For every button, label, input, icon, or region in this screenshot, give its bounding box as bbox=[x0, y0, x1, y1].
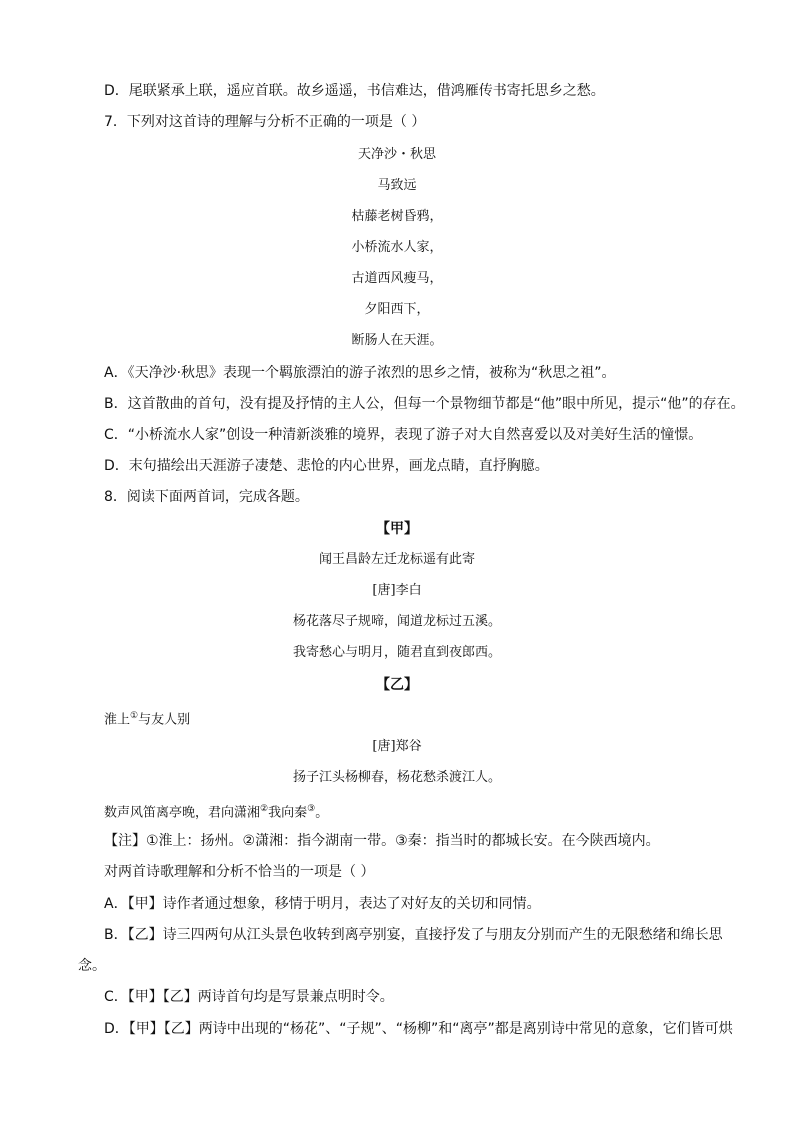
poem-line: 夕阳西下， bbox=[364, 302, 430, 317]
q8-option-b: B．【乙】诗三四两句从江头景色收转到离亭别宴，直接抒发了与朋友分别而产生的无限愁绪和绵长思 bbox=[104, 927, 723, 943]
q7-option-d: D．末句描绘出天涯游子凄楚、悲怆的内心世界，画龙点睛，直抒胸臆。 bbox=[104, 458, 549, 474]
q7-option-b: B．这首散曲的首句，没有提及抒情的主人公，但每一个景物细节都是“他”眼中所见，提示“他”的存在。 bbox=[104, 396, 745, 412]
poem-line: 古道西风瘦马， bbox=[351, 271, 443, 286]
q8-option-d: D．【甲】【乙】两诗中出现的“杨花”、“子规”、“杨柳”和“离亭”都是离别诗中常见的意象，它们皆可烘 bbox=[104, 1021, 733, 1037]
q8-stem: 8．阅读下面两首词，完成各题。 bbox=[104, 489, 309, 505]
footnote-marker: ① bbox=[130, 711, 139, 721]
q7-stem: 7．下列对这首诗的理解与分析不正确的一项是（ ） bbox=[104, 114, 426, 130]
jia-author: [唐]李白 bbox=[372, 583, 422, 598]
yi-heading: 【乙】 bbox=[376, 677, 418, 693]
q7-option-a: A．《天净沙·秋思》表现一个羁旅漂泊的游子浓烈的思乡之情，被称为“秋思之祖”。 bbox=[104, 365, 616, 381]
q7-option-c: C．“小桥流水人家”创设一种清新淡雅的境界，表现了游子对大自然喜爱以及对美好生活的憧憬。 bbox=[104, 427, 703, 443]
q8-option-a: A．【甲】诗作者通过想象，移情于明月，表达了对好友的关切和同情。 bbox=[104, 896, 541, 912]
notes: 【注】①淮上：扬州。②潇湘：指今湖南一带。③秦：指当时的都城长安。在今陕西境内。 bbox=[104, 833, 660, 849]
jia-line: 我寄愁心与明月，随君直到夜郎西。 bbox=[292, 645, 501, 660]
poem-title: 天净沙・秋思 bbox=[357, 147, 436, 162]
poem-line: 小桥流水人家， bbox=[351, 240, 443, 255]
footnote-marker: ② bbox=[260, 804, 269, 814]
jia-title: 闻王昌龄左迁龙标遥有此寄 bbox=[318, 552, 475, 567]
yi-line: 数声风笛离亭晚，君向潇湘②我向秦③。 bbox=[104, 804, 329, 821]
yi-line: 扬子江头杨柳春，杨花愁杀渡江人。 bbox=[292, 770, 501, 785]
yi-title: 淮上①与友人别 bbox=[104, 711, 191, 728]
poem-line: 枯藤老树昏鸦， bbox=[351, 209, 443, 224]
jia-line: 杨花落尽子规啼，闻道龙标过五溪。 bbox=[292, 614, 501, 629]
jia-heading: 【甲】 bbox=[376, 521, 418, 537]
poem-line: 断肠人在天涯。 bbox=[351, 333, 443, 348]
q8-option-b-cont: 念。 bbox=[78, 958, 106, 974]
yi-author: [唐]郑谷 bbox=[372, 739, 422, 754]
q6-option-d: D．尾联紧承上联，遥应首联。故乡遥遥，书信难达，借鸿雁传书寄托思乡之愁。 bbox=[104, 83, 605, 99]
poem-author: 马致远 bbox=[377, 178, 417, 193]
q8-option-c: C．【甲】【乙】两诗首句均是写景兼点明时令。 bbox=[104, 989, 394, 1005]
q8-question: 对两首诗歌理解和分析不恰当的一项是（ ） bbox=[104, 864, 375, 880]
footnote-marker: ③ bbox=[307, 804, 316, 814]
